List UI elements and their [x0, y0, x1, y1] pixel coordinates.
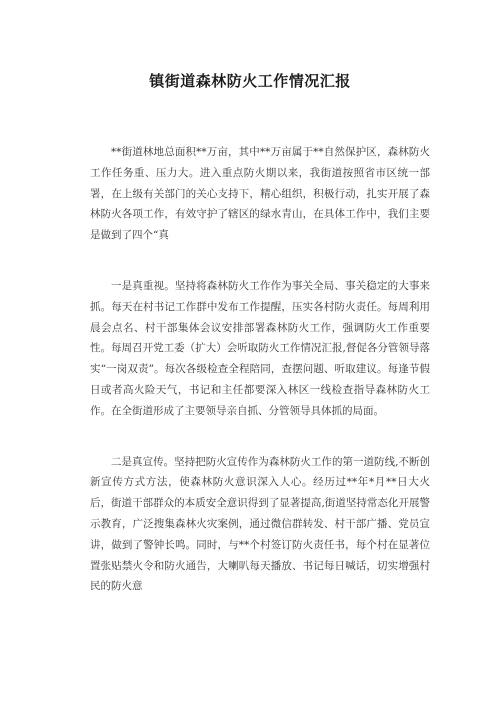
- paragraph-attention: 一是真重视。坚持将森林防火工作作为事关全局、事关稳定的大事来抓。每天在村书记工作群中发布工作提醒，压实各村防火责任。每周利用晨会点名、村干部集体会议安排部署森林防火工作，强调防火工作重要性。每周召开党工委（扩大）会听取防火工作情况汇报,督促各分管领导落实“一岗双责”。每次各级检查全程陪同，查摆问题、听取建议。每逢节假日或者高火险天气，书记和主任都要深入林区一线检查指导森林防火工作。在全街道形成了主要领导亲自抓、分管领导具体抓的局面。: [90, 279, 430, 417]
- paragraph-intro: **街道林地总面积**万亩，其中**万亩属于**自然保护区，森林防火工作任务重、压力大。进入重点防火期以来，我街道按照省市区统一部署，在上级有关部门的关心支持下，精心组织，积极行动，扎实开展了森林防火各项工作，有效守护了辖区的绿水青山，在具体工作中，我们主要是做到了四个“真: [90, 146, 430, 242]
- document-body: [90, 142, 430, 627]
- paragraph-publicity: 二是真宣传。坚持把防火宣传作为森林防火工作的第一道防线,不断创新宣传方式方法，使森林防火意识深入人心。经历过**年*月**日大火后，街道干部群众的本质安全意识得到了显著提高,街道坚持常态化开展警示教育，广泛搜集森林火灾案例，通过微信群转发、村干部广播、党员宣讲，做到了警钟长鸣。同时，与**个村签订防火责任书，每个村在显著位置张贴禁火令和防火通告，大喇叭每天播放、书记每日喊话，切实增强村民的防火意: [90, 455, 430, 593]
- document-title: 镇街道森林防火工作情况汇报: [149, 72, 351, 90]
